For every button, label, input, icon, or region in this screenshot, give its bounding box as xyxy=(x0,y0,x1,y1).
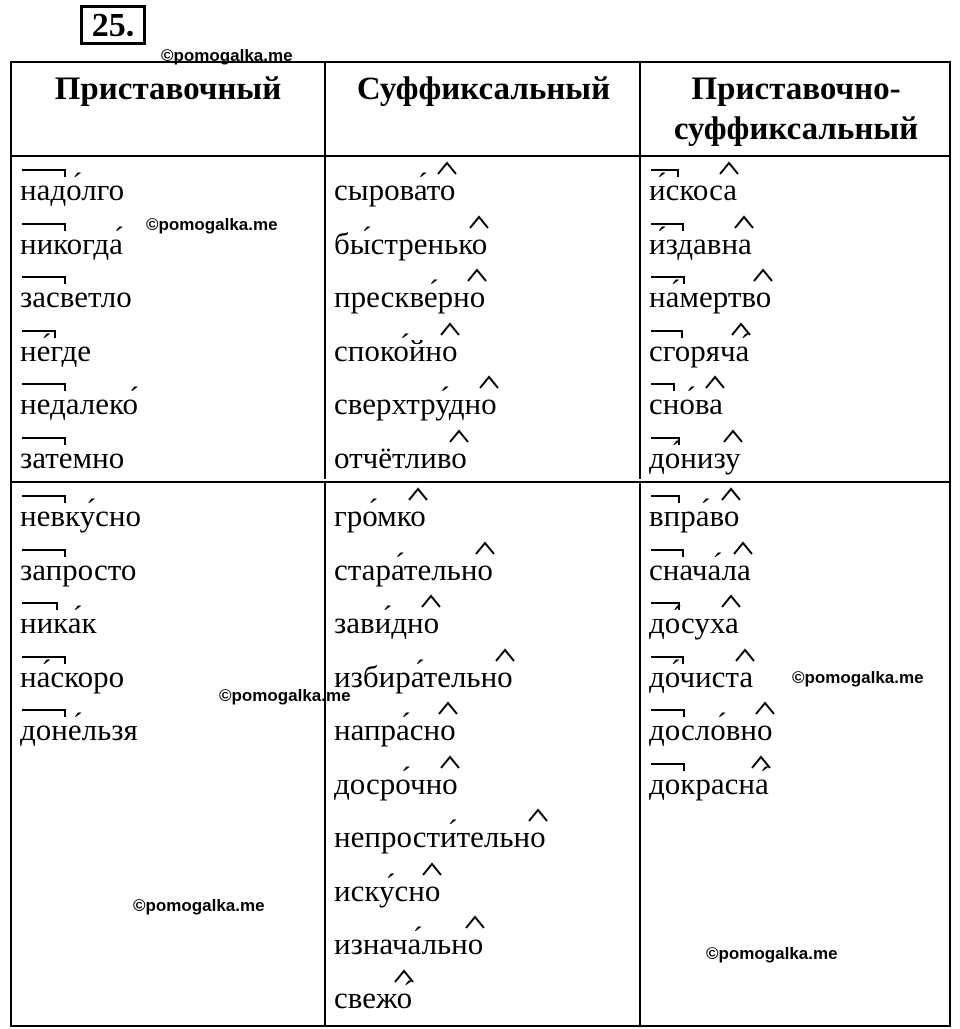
word-text: до́низу xyxy=(649,439,741,475)
word-text: бы́стренько xyxy=(334,225,488,261)
word-item xyxy=(649,217,951,271)
word-text: досло́вно xyxy=(649,712,773,747)
header-title: Суффиксальный xyxy=(356,71,611,107)
word-text: до́чиста xyxy=(649,658,754,694)
word-item xyxy=(334,377,641,431)
suffix-mark xyxy=(751,755,771,769)
table-header-row xyxy=(10,61,951,157)
word-text: на́мертво xyxy=(649,279,772,314)
word-text: на́скоро xyxy=(20,658,125,694)
watermark: ©pomogalka.me xyxy=(133,896,265,915)
word-list xyxy=(326,157,641,484)
word-item xyxy=(20,431,324,485)
word-text: досро́чно xyxy=(334,765,458,801)
watermark: ©pomogalka.me xyxy=(161,46,293,65)
suffix-mark xyxy=(733,541,753,555)
suffix-mark xyxy=(495,648,515,662)
prefix-mark xyxy=(651,169,679,177)
word-text: ника́к xyxy=(20,605,97,640)
word-item xyxy=(649,703,951,757)
table-body-group-2 xyxy=(10,481,951,1027)
suffix-mark xyxy=(467,268,487,282)
word-item xyxy=(334,270,641,324)
prefix-mark xyxy=(22,276,66,284)
word-text: споко́йно xyxy=(334,332,458,368)
word-item xyxy=(20,270,324,324)
prefix-mark xyxy=(22,495,66,503)
suffix-mark xyxy=(721,487,741,501)
prefix-mark xyxy=(651,709,685,717)
word-text: изнача́льно xyxy=(334,926,484,961)
word-text: сверхтру́дно xyxy=(334,386,497,421)
watermark: ©pomogalka.me xyxy=(706,944,838,963)
word-text: избира́тельно xyxy=(334,658,513,694)
word-item xyxy=(20,596,324,650)
prefix-mark xyxy=(22,330,56,338)
word-item xyxy=(649,543,951,597)
suffix-mark xyxy=(735,648,755,662)
word-list xyxy=(641,157,951,484)
word-text: запросто xyxy=(20,551,137,587)
word-item xyxy=(334,864,641,918)
word-list xyxy=(326,483,641,1024)
word-text: докрасна́ xyxy=(649,765,769,801)
word-text: и́здавна xyxy=(649,225,752,261)
word-item xyxy=(334,810,641,864)
suffix-mark xyxy=(755,701,775,715)
word-item xyxy=(334,596,641,650)
word-text: и́скоса xyxy=(649,172,738,207)
word-item xyxy=(20,543,324,597)
prefix-mark xyxy=(651,763,685,771)
word-text: сно́ва xyxy=(649,386,723,421)
prefix-mark xyxy=(22,437,66,445)
suffix-mark xyxy=(721,594,741,608)
word-list xyxy=(12,483,324,757)
header-title xyxy=(641,63,951,149)
prefix-mark xyxy=(651,656,684,664)
suffix-mark xyxy=(422,862,442,876)
word-item xyxy=(649,489,951,543)
word-item xyxy=(20,163,324,217)
header-cell-prefix xyxy=(12,63,324,155)
suffix-mark xyxy=(421,594,441,608)
word-item xyxy=(334,543,641,597)
suffix-mark xyxy=(528,808,548,822)
word-item xyxy=(20,377,324,431)
suffix-mark xyxy=(723,429,743,443)
header-cell-prefix-suffix xyxy=(639,63,951,155)
word-text: гро́мко xyxy=(334,498,426,533)
word-item xyxy=(20,489,324,543)
prefix-mark xyxy=(22,383,66,391)
word-text: отчётливо xyxy=(334,439,467,475)
prefix-mark xyxy=(651,549,684,557)
word-item xyxy=(649,596,951,650)
word-item xyxy=(334,163,641,217)
word-text: зави́дно xyxy=(334,605,440,640)
header-line: Приставочно- xyxy=(691,71,901,107)
word-text: непрости́тельно xyxy=(334,819,546,854)
suffix-mark xyxy=(449,429,469,443)
suffix-mark xyxy=(469,215,489,229)
word-list xyxy=(12,157,324,484)
word-text: до́суха xyxy=(649,605,739,640)
word-item xyxy=(20,217,324,271)
suffix-mark xyxy=(734,215,754,229)
word-item xyxy=(649,270,951,324)
prefix-mark xyxy=(22,169,66,177)
word-text: доне́льзя xyxy=(20,712,138,747)
word-item xyxy=(20,324,324,378)
word-item xyxy=(649,377,951,431)
prefix-mark xyxy=(651,276,685,284)
suffix-mark xyxy=(440,755,460,769)
word-item xyxy=(334,703,641,757)
prefix-mark xyxy=(651,602,680,610)
word-text: затемно xyxy=(20,439,125,475)
watermark: ©pomogalka.me xyxy=(146,215,278,234)
suffix-mark xyxy=(479,375,499,389)
suffix-mark xyxy=(753,268,773,282)
suffix-mark xyxy=(440,322,460,336)
header-cell-suffix xyxy=(324,63,641,155)
suffix-mark xyxy=(705,375,725,389)
prefix-mark xyxy=(651,437,680,445)
suffix-mark xyxy=(465,915,485,929)
suffix-mark xyxy=(731,322,751,336)
word-text: стара́тельно xyxy=(334,551,493,587)
prefix-mark xyxy=(22,656,66,664)
prefix-mark xyxy=(22,602,58,610)
suffix-mark xyxy=(438,701,458,715)
prefix-mark xyxy=(22,223,66,231)
prefix-mark xyxy=(22,549,66,557)
word-item xyxy=(334,917,641,971)
word-item xyxy=(334,324,641,378)
header-line: суффиксальный xyxy=(673,111,919,147)
prefix-mark xyxy=(651,383,675,391)
word-item xyxy=(649,431,951,485)
word-text: сгоряча́ xyxy=(649,332,750,368)
word-text: засветло xyxy=(20,279,132,314)
word-text: сырова́то xyxy=(334,172,456,207)
suffix-mark xyxy=(408,487,428,501)
word-item xyxy=(334,971,641,1025)
word-list xyxy=(641,483,951,810)
word-item xyxy=(334,431,641,485)
suffix-mark xyxy=(719,161,739,175)
word-item xyxy=(649,324,951,378)
watermark: ©pomogalka.me xyxy=(792,668,924,687)
suffix-mark xyxy=(394,969,414,983)
word-item xyxy=(334,757,641,811)
watermark: ©pomogalka.me xyxy=(219,686,351,705)
word-item xyxy=(649,757,951,811)
word-text: не́где xyxy=(20,332,92,368)
suffix-mark xyxy=(475,541,495,555)
word-item xyxy=(334,217,641,271)
word-item xyxy=(20,703,324,757)
prefix-mark xyxy=(22,709,66,717)
word-text: впра́во xyxy=(649,498,740,533)
word-text: снача́ла xyxy=(649,551,751,587)
word-item xyxy=(649,650,951,704)
word-text: напра́сно xyxy=(334,712,456,747)
word-text: невку́сно xyxy=(20,498,141,533)
word-text: никогда́ xyxy=(20,225,123,261)
word-item xyxy=(334,489,641,543)
prefix-mark xyxy=(651,223,684,231)
word-text: недалеко́ xyxy=(20,386,138,421)
word-text: свежо́ xyxy=(334,979,413,1015)
word-item xyxy=(649,163,951,217)
suffix-mark xyxy=(437,161,457,175)
word-item xyxy=(20,650,324,704)
word-text: иску́сно xyxy=(334,872,441,908)
header-title: Приставочный xyxy=(54,71,282,107)
word-item xyxy=(334,650,641,704)
word-text: надо́лго xyxy=(20,172,125,207)
prefix-mark xyxy=(651,330,683,338)
word-text: прескве́рно xyxy=(334,279,486,314)
exercise-number: 25. xyxy=(80,5,146,45)
prefix-mark xyxy=(651,495,680,503)
